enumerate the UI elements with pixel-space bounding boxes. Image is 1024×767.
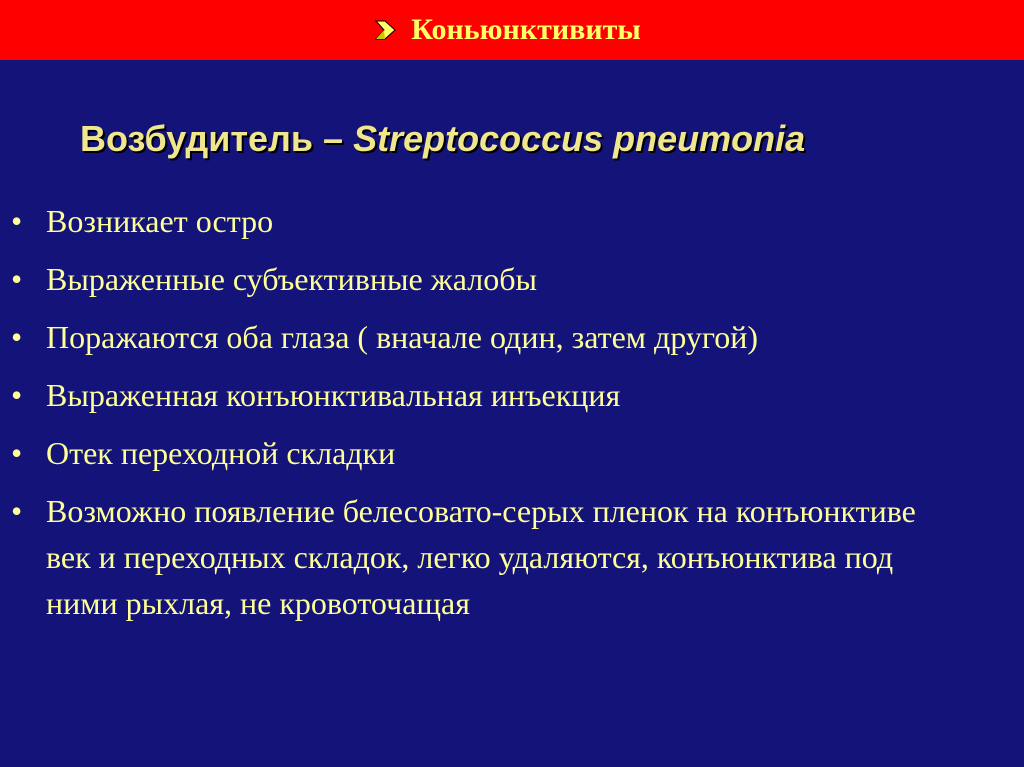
- bullet-dot: •: [11, 261, 23, 297]
- bullet-dot: •: [11, 435, 23, 471]
- bullet-item: [0, 488, 926, 626]
- bullet-item: [0, 372, 926, 418]
- arrow-bullet-icon: [373, 17, 399, 43]
- bullet-item: [0, 198, 926, 244]
- bullet-item: [0, 430, 926, 476]
- header-bar: [0, 0, 1024, 60]
- bullet-text: Отек переходной складки: [46, 435, 396, 471]
- bullet-text: Возникает остро: [46, 203, 274, 239]
- header-title: Коньюнктивиты: [411, 13, 641, 46]
- title-prefix: Возбудитель –: [80, 118, 354, 159]
- slide-title: [80, 118, 980, 160]
- bullet-dot: •: [11, 203, 23, 239]
- bullet-text: Выраженные субъективные жалобы: [46, 261, 537, 297]
- bullet-text: Возможно появление белесовато-серых пленок на конъюнктиве век и переходных складок, легко удаляются, конъюнктива под ними рыхлая, не кровоточащая: [46, 493, 916, 621]
- bullet-list: [0, 198, 1000, 638]
- bullet-item: [0, 256, 926, 302]
- header-title-group: [373, 13, 641, 47]
- bullet-dot: •: [11, 493, 23, 529]
- title-pathogen: Streptococcus pneumonia: [353, 118, 806, 159]
- bullet-text: Выраженная конъюнктивальная инъекция: [46, 377, 621, 413]
- bullet-dot: •: [11, 377, 23, 413]
- bullet-text: Поражаются оба глаза ( вначале один, затем другой): [46, 319, 758, 355]
- bullet-dot: •: [11, 319, 23, 355]
- bullet-item: [0, 314, 926, 360]
